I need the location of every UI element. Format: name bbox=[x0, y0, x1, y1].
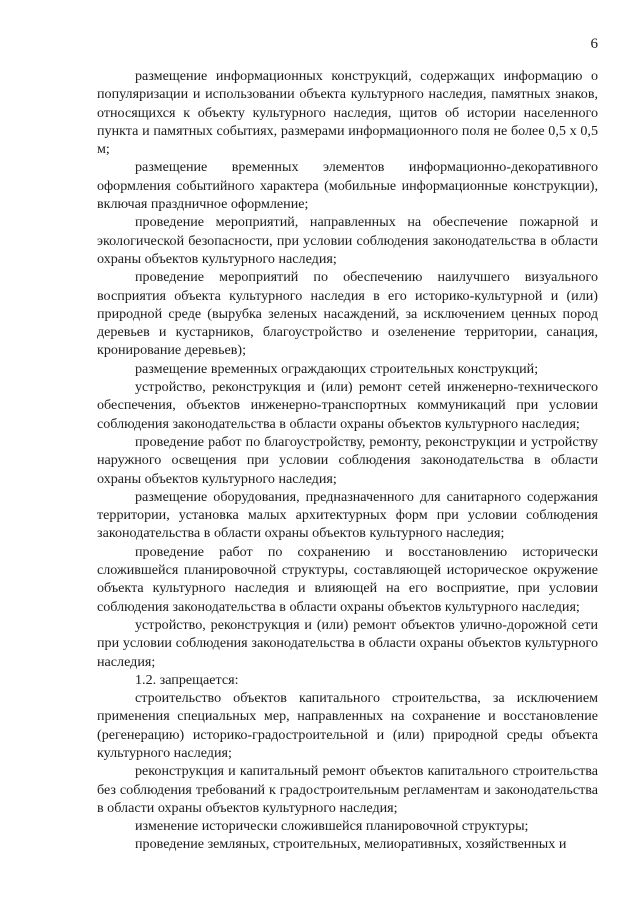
paragraph: реконструкция и капитальный ремонт объектов капитального строительства без соблюдения требований к градостроительным регламентам и законодательства в области охраны объектов культурного наследия; bbox=[97, 763, 598, 816]
paragraph: проведение мероприятий по обеспечению наилучшего визуального восприятия объекта культурного наследия в его историко-культурной и (или) природной среде (вырубка зеленых насаждений, за исключением ценных пород деревьев и кустарников, благоустройство и озеленение территории, санация, кронирование деревьев); bbox=[97, 269, 598, 359]
paragraph: проведение работ по благоустройству, ремонту, реконструкции и устройству наружного освещения при условии соблюдения законодательства в области охраны объектов культурного наследия; bbox=[97, 433, 598, 487]
paragraph: размещение информационных конструкций, содержащих информацию о популяризации и использовании объекта культурного наследия, памятных знаков, относящихся к объекту культурного наследия, щитов об истории населенного пункта и памятных событиях, размерами информационного поля не более 0,5 х 0,5 м; bbox=[97, 68, 598, 158]
section-heading: 1.2. запрещается: bbox=[135, 671, 239, 688]
paragraph: изменение исторически сложившейся планировочной структуры; bbox=[135, 818, 529, 835]
paragraph: размещение временных элементов информационно-декоративного оформления событийного характера (мобильные информационные конструкции), включая праздничное оформление; bbox=[97, 159, 598, 213]
paragraph: устройство, реконструкция и (или) ремонт сетей инженерно-технического обеспечения, объектов инженерно-транспортных коммуникаций при условии соблюдения законодательства в области охраны объектов культурного наследия; bbox=[97, 379, 598, 432]
paragraph: проведение мероприятий, направленных на обеспечение пожарной и экологической безопасности, при условии соблюдения законодательства в области охраны объектов культурного наследия; bbox=[97, 214, 598, 267]
paragraph: проведение работ по сохранению и восстановлению исторически сложившейся планировочной структуры, составляющей историческое окружение объекта культурного наследия и влияющей на его восприятие, при условии соблюдения законодательства в области охраны объектов культурного наследия; bbox=[97, 543, 598, 615]
paragraph: проведение земляных, строительных, мелиоративных, хозяйственных и bbox=[135, 836, 567, 853]
paragraph: устройство, реконструкция и (или) ремонт объектов улично-дорожной сети при условии соблюдения законодательства в области охраны объектов культурного наследия; bbox=[97, 616, 598, 670]
document-body bbox=[97, 67, 598, 854]
paragraph: строительство объектов капитального строительства, за исключением применения специальных мер, направленных на сохранение и восстановление (регенерацию) историко-градостроительной и (или) природной среды объекта культурного наследия; bbox=[97, 690, 598, 761]
paragraph: размещение временных ограждающих строительных конструкций; bbox=[135, 360, 539, 377]
paragraph: размещение оборудования, предназначенного для санитарного содержания территории, установка малых архитектурных форм при условии соблюдения законодательства в области охраны объектов культурного наследия; bbox=[97, 488, 598, 542]
page-number: 6 bbox=[590, 36, 598, 52]
